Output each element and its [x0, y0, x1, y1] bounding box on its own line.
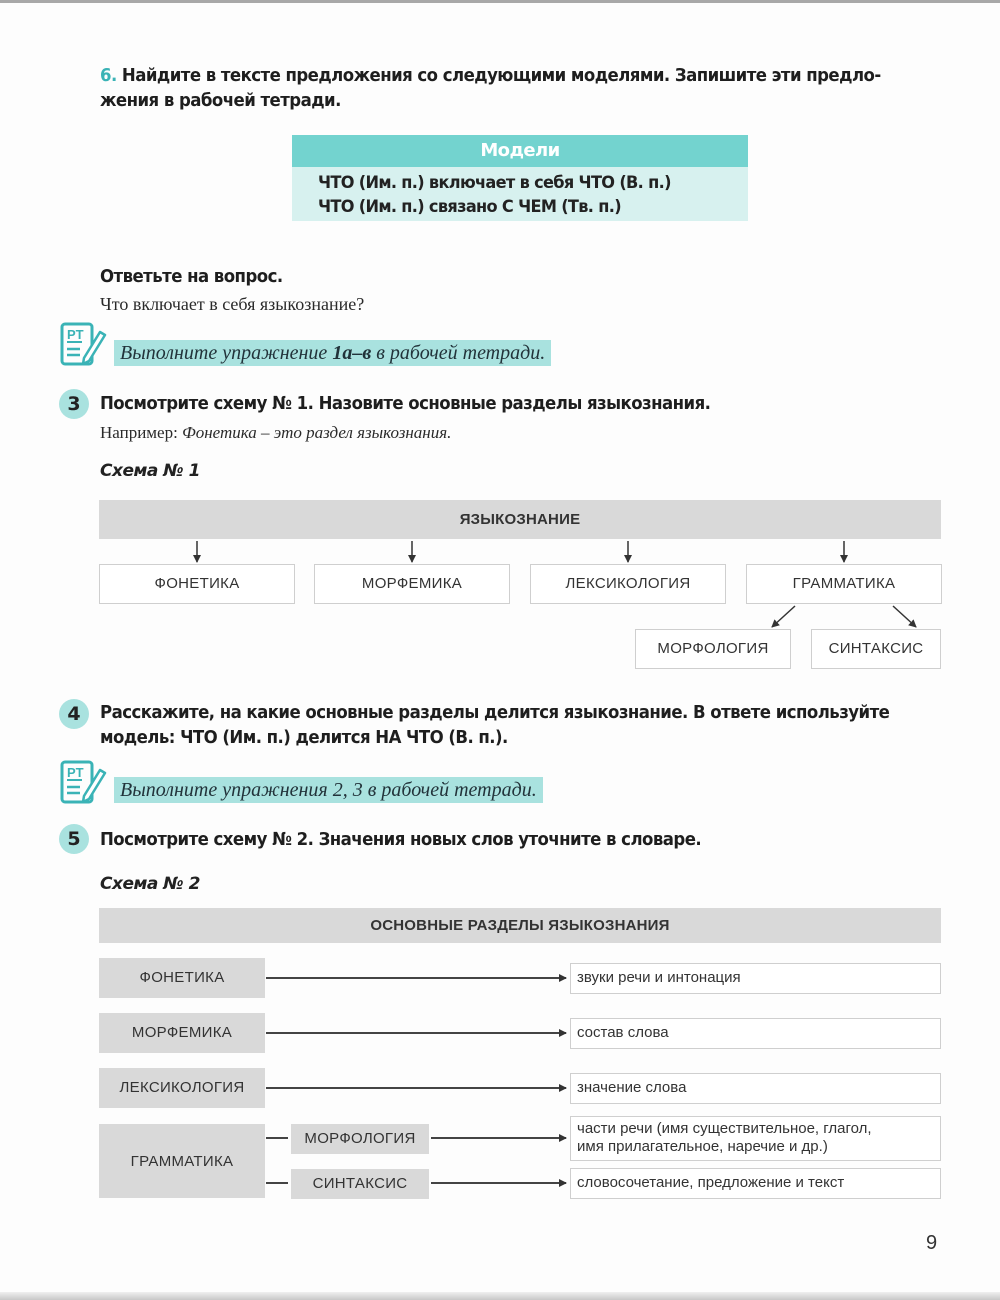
task-6-number: 6. [100, 65, 117, 86]
workbook-instruction-1: Выполните упражнение 1а–в в рабочей тетради. [114, 340, 551, 366]
scheme-2-meaning-morphology: части речи (имя существительное, глагол, имя прилагательное, наречие и др.) [570, 1116, 941, 1161]
question-text: Что включает в себя языкознание? [100, 294, 365, 314]
scheme-1-child-morphology: МОРФОЛОГИЯ [635, 629, 791, 669]
scheme-1-root: ЯЗЫКОЗНАНИЕ [99, 500, 941, 539]
scheme-1-branch-lexicology: ЛЕКСИКОЛОГИЯ [530, 564, 726, 604]
scheme-2-meaning-lexicology: значение слова [570, 1073, 941, 1104]
question-heading: Ответьте на вопрос. [100, 266, 283, 287]
task-4-text-line1: Расскажите, на какие основные разделы делится языкознание. В ответе используйте [100, 702, 890, 723]
workbook-pencil-icon [58, 760, 108, 806]
window-bottom-border [0, 1292, 1000, 1300]
task-3-example: Например: Фонетика – это раздел языкознания. [100, 423, 452, 442]
scheme-2-sub-morphology: МОРФОЛОГИЯ [291, 1124, 429, 1154]
scheme-2-section-phonetics: ФОНЕТИКА [99, 958, 265, 998]
scheme-1-child-syntax: СИНТАКСИС [811, 629, 941, 669]
scheme-2-title: ОСНОВНЫЕ РАЗДЕЛЫ ЯЗЫКОЗНАНИЯ [99, 908, 941, 943]
model-item: ЧТО (Им. п.) связано С ЧЕМ (Тв. п.) [318, 197, 621, 217]
scheme-2-section-grammar: ГРАММАТИКА [99, 1124, 265, 1198]
scheme-1-branch-grammar: ГРАММАТИКА [746, 564, 942, 604]
task-5-text: Посмотрите схему № 2. Значения новых слов уточните в словаре. [100, 829, 702, 850]
scheme-2-meaning-syntax: словосочетание, предложение и текст [570, 1168, 941, 1199]
svg-text:PT: PT [67, 327, 84, 342]
task-6-text-line2: жения в рабочей тетради. [100, 90, 341, 111]
page-number: 9 [926, 1232, 938, 1254]
scheme-1-branch-phonetics: ФОНЕТИКА [99, 564, 295, 604]
scheme-2-meaning-morphemics: состав слова [570, 1018, 941, 1049]
task-4-text-line2: модель: ЧТО (Им. п.) делится НА ЧТО (В. п.). [100, 727, 508, 748]
scheme-1-label: Схема № 1 [100, 461, 200, 481]
model-item: ЧТО (Им. п.) включает в себя ЧТО (В. п.) [318, 173, 671, 193]
task-4-badge: 4 [59, 699, 89, 729]
task-3-text: Посмотрите схему № 1. Назовите основные разделы языкознания. [100, 393, 711, 414]
scheme-2-section-lexicology: ЛЕКСИКОЛОГИЯ [99, 1068, 265, 1108]
task-6-text-line1: Найдите в тексте предложения со следующими моделями. Запишите эти предло- [121, 65, 881, 86]
task-3-badge: 3 [59, 389, 89, 419]
scheme-2-meaning-phonetics: звуки речи и интонация [570, 963, 941, 994]
scheme-2-sub-syntax: СИНТАКСИС [291, 1169, 429, 1199]
scheme-1-branch-morphemics: МОРФЕМИКА [314, 564, 510, 604]
workbook-instruction-2: Выполните упражнения 2, 3 в рабочей тетради. [114, 777, 543, 803]
svg-text:PT: PT [67, 765, 84, 780]
scheme-2-label: Схема № 2 [100, 874, 200, 894]
scheme-2-section-morphemics: МОРФЕМИКА [99, 1013, 265, 1053]
task-5-badge: 5 [59, 824, 89, 854]
models-title: Модели [292, 135, 748, 167]
